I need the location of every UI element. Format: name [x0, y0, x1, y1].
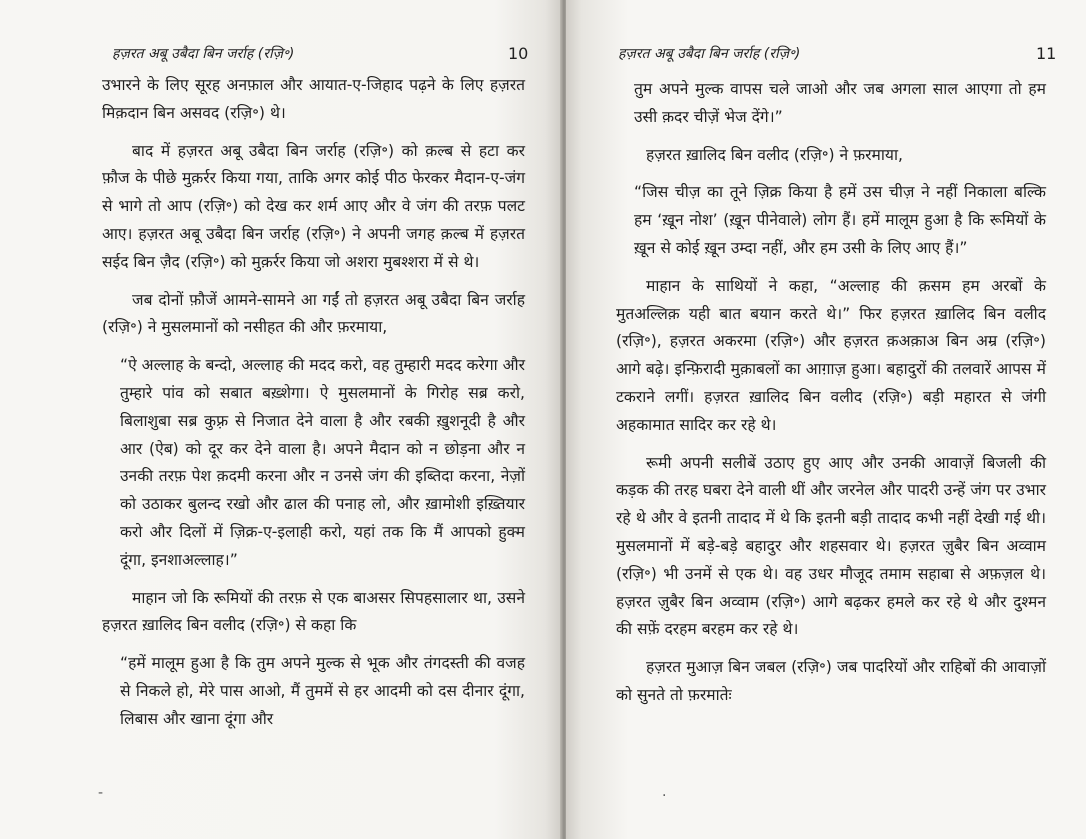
paragraph: बाद में हज़रत अबू उबैदा बिन जर्राह (रज़ि॰) को क़ल्ब से हटा कर फ़ौज के पीछे मुक़र्रर किया गया, ताकि अगर कोई पीठ फेरकर मैदान-ए-जंग से भागे तो आप (रज़ि॰) को देख कर शर्म आए और वे जंग की तरफ़ पलट आए। हज़रत अबू उबैदा बिन जर्राह (रज़ि॰) ने अपनी जगह क़ल्ब में हज़रत सईद बिन ज़ैद (रज़ि॰) को मुक़र्रर किया जो अशरा मुबश्शरा में से थे।	[102, 141, 525, 271]
scan-mark: -	[98, 785, 104, 801]
paragraph: माहान के साथियों ने कहा, “अल्लाह की क़सम हम अरबों के मुतअल्लिक़ यही बात बयान करते थे।” फिर हज़रत ख़ालिद बिन वलीद (रज़ि॰), हज़रत अकरमा (रज़ि॰) और हज़रत क़अक़ाअ बिन अम्र (रज़ि॰) आगे बढ़े। इन्फ़िरादी मुक़ाबलों का आग़ाज़ हुआ। बहादुरों की तलवारें आपस में टकराने लगीं। हज़रत ख़ालिद बिन वलीद (रज़ि॰) बड़ी महारत से जंगी अहकामात सादिर कर रहे थे।	[616, 276, 1046, 434]
page-body	[616, 76, 1046, 720]
quotation: “हमें मालूम हुआ है कि तुम अपने मुल्क से भूक और तंगदस्ती की वजह से निकले हो, मेरे पास आओ, मैं तुममें से हर आदमी को दस दीनार दूंगा, लिबास और खाना दूंगा और	[120, 654, 525, 728]
quotation: “ऐ अल्लाह के बन्दो, अल्लाह की मदद करो, वह तुम्हारी मदद करेगा और तुम्हारे पांव को सबात बख़्शेगा। ऐ मुसलमानों के गिरोह सब्र करो, बिलाशुबा सब्र कुफ़्र से निजात देने वाला है और रबकी ख़ुशनूदी है और आर (ऐब) को दूर कर देने वाला है। अपने मैदान को न छोड़ना और न उनकी तरफ़ पेश क़दमी करना और न उनसे जंग की इब्तिदा करना, नेज़ों को उठाकर बुलन्द रखो और ढाल की पनाह लो, और ख़ामोशी इख़्तियार करो और दिलों में ज़िक्र-ए-इलाही करो, यहां तक कि मैं आपको हुक्म दूंगा, इनशाअल्लाह।”	[120, 356, 525, 569]
quotation: तुम अपने मुल्क वापस चले जाओ और जब अगला साल आएगा तो हम उसी क़दर चीज़ें भेज देंगे।”	[634, 80, 1046, 126]
paragraph: उभारने के लिए सूरह अनफ़ाल और आयात-ए-जिहाद पढ़ने के लिए हज़रत मिक़दान बिन असवद (रज़ि॰) थे।	[102, 76, 525, 122]
paragraph: हज़रत ख़ालिद बिन वलीद (रज़ि॰) ने फ़रमाया,	[646, 145, 903, 164]
paragraph: रूमी अपनी सलीबें उठाए हुए आए और उनकी आवाज़ें बिजली की कड़क की तरह घबरा देने वाली थीं और जरनेल और पादरी उन्हें जंग पर उभार रहे थे और वे इतनी तादाद में थे कि इतनी बड़ी तादाद कभी नहीं देखी गई थी। मुसलमानों में बड़े-बड़े बहादुर और शहसवार थे। हज़रत ज़ुबैर बिन अव्वाम (रज़ि॰) भी उनमें से एक थे। वह उधर मौजूद तमाम सहाबा से अफ़ज़ल थे। हज़रत ज़ुबैर बिन अव्वाम (रज़ि॰) आगे बढ़कर हमले कर रहे थे और दुश्मन की सफ़ें दरहम बरहम कर रहे थे।	[616, 453, 1046, 639]
right-page	[566, 0, 1086, 839]
scan-mark: ·	[662, 788, 667, 804]
quotation: “जिस चीज़ का तूने ज़िक्र किया है हमें उस चीज़ ने नहीं निकाला बल्कि हम ‘ख़ून नोश’ (ख़ून पीनेवाले) लोग हैं। हमें मालूम हुआ है कि रूमियों के ख़ून से कोई ख़ून उम्दा नहीं, और हम उसी के लिए आए हैं।”	[634, 183, 1046, 257]
page-body	[102, 72, 525, 744]
running-head: हज़रत अबू उबैदा बिन जर्राह (रज़ि॰)	[618, 46, 801, 62]
page-number: 10	[508, 44, 529, 63]
paragraph: हज़रत मुआज़ बिन जबल (रज़ि॰) जब पादरियों और राहिबों की आवाज़ों को सुनते तो फ़रमातेः	[616, 658, 1046, 704]
page-number: 11	[1036, 44, 1057, 63]
paragraph: जब दोनों फ़ौजें आमने-सामने आ गईं तो हज़रत अबू उबैदा बिन जर्राह (रज़ि॰) ने मुसलमानों को नसीहत की और फ़रमाया,	[102, 290, 525, 337]
running-head: हज़रत अबू उबैदा बिन जर्राह (रज़ि॰)	[112, 46, 295, 62]
paragraph: माहान जो कि रूमियों की तरफ़ से एक बाअसर सिपहसालार था, उसने हज़रत ख़ालिद बिन वलीद (रज़ि॰) से कहा कि	[102, 588, 525, 635]
